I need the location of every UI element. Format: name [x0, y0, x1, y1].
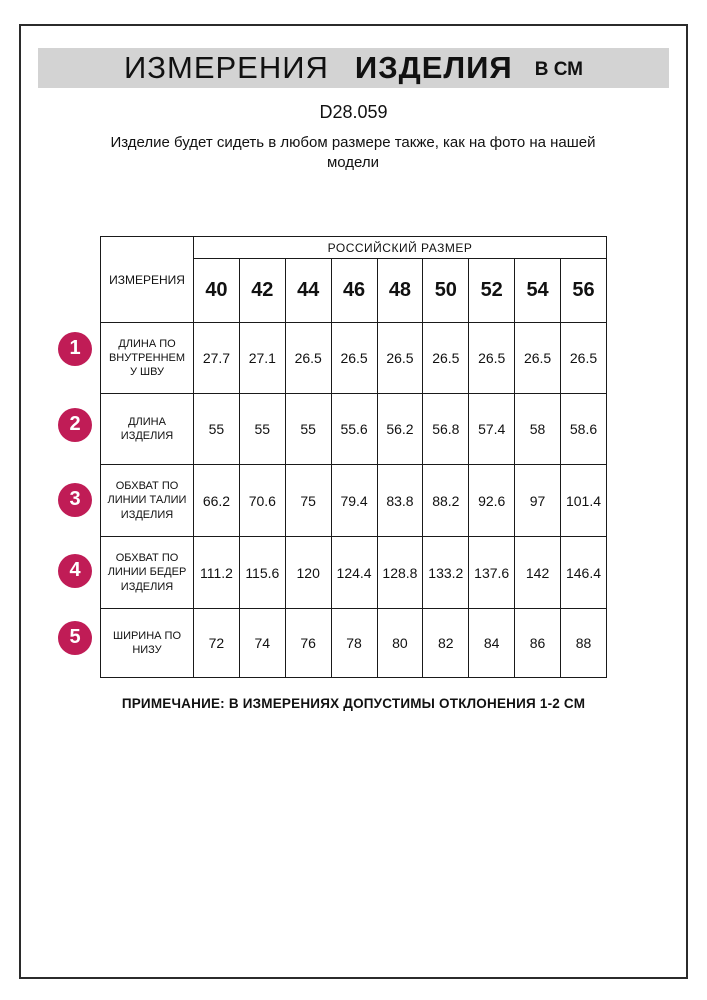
table-cell: 137.6 [469, 537, 515, 609]
size-column-header-56: 56 [561, 259, 607, 323]
table-cell: 78 [331, 609, 377, 678]
table-cell: 146.4 [561, 537, 607, 609]
table-cell: 83.8 [377, 465, 423, 537]
row-number-badge-4: 4 [58, 554, 92, 588]
size-column-header-48: 48 [377, 259, 423, 323]
table-cell: 55 [285, 394, 331, 465]
title-product: ИЗДЕЛИЯ [354, 50, 513, 85]
size-column-header-42: 42 [239, 259, 285, 323]
table-cell: 101.4 [561, 465, 607, 537]
tolerance-note: ПРИМЕЧАНИЕ: В ИЗМЕРЕНИЯХ ДОПУСТИМЫ ОТКЛОНЕНИЯ 1-2 СМ [121, 696, 586, 711]
row-number-badge-3: 3 [58, 483, 92, 517]
title-measurements: ИЗМЕРЕНИЯ [123, 50, 329, 85]
table-cell: 74 [239, 609, 285, 678]
size-column-header-50: 50 [423, 259, 469, 323]
table-cell: 26.5 [377, 323, 423, 394]
row-label: ДЛИНА ПО ВНУТРЕННЕМУ ШВУ [101, 323, 194, 394]
table-cell: 27.1 [239, 323, 285, 394]
table-cell: 57.4 [469, 394, 515, 465]
size-column-header-54: 54 [515, 259, 561, 323]
table-cell: 27.7 [194, 323, 240, 394]
size-column-header-46: 46 [331, 259, 377, 323]
table-cell: 82 [423, 609, 469, 678]
table-cell: 55 [239, 394, 285, 465]
table-cell: 58.6 [561, 394, 607, 465]
size-column-header-44: 44 [285, 259, 331, 323]
table-row-bottom-width [101, 609, 607, 678]
row-label: ДЛИНА ИЗДЕЛИЯ [101, 394, 194, 465]
table-cell: 142 [515, 537, 561, 609]
table-cell: 26.5 [469, 323, 515, 394]
size-column-header-40: 40 [194, 259, 240, 323]
table-row-span-header [101, 237, 607, 259]
table-cell: 88.2 [423, 465, 469, 537]
table-cell: 80 [377, 609, 423, 678]
table-cell: 92.6 [469, 465, 515, 537]
table-cell: 84 [469, 609, 515, 678]
table-cell: 26.5 [285, 323, 331, 394]
table-cell: 115.6 [239, 537, 285, 609]
table-cell: 111.2 [194, 537, 240, 609]
model-number: D28.059 [319, 102, 388, 122]
table-cell: 26.5 [561, 323, 607, 394]
table-cell: 70.6 [239, 465, 285, 537]
table-row-waist-girth [101, 465, 607, 537]
row-number-badge-2: 2 [58, 408, 92, 442]
table-cell: 26.5 [331, 323, 377, 394]
row-label: ОБХВАТ ПО ЛИНИИ БЕДЕР ИЗДЕЛИЯ [101, 537, 194, 609]
table-row-hip-girth [101, 537, 607, 609]
row-number-badge-1: 1 [58, 332, 92, 366]
table-cell: 133.2 [423, 537, 469, 609]
row-label: ОБХВАТ ПО ЛИНИИ ТАЛИИ ИЗДЕЛИЯ [101, 465, 194, 537]
size-column-header-52: 52 [469, 259, 515, 323]
table-cell: 66.2 [194, 465, 240, 537]
table-cell: 26.5 [423, 323, 469, 394]
table-cell: 26.5 [515, 323, 561, 394]
title-units: В СМ [534, 59, 583, 80]
table-cell: 79.4 [331, 465, 377, 537]
title-banner [38, 48, 669, 88]
table-cell: 86 [515, 609, 561, 678]
table-cell: 55.6 [331, 394, 377, 465]
table-cell: 128.8 [377, 537, 423, 609]
table-cell: 56.8 [423, 394, 469, 465]
table-cell: 58 [515, 394, 561, 465]
table-cell: 55 [194, 394, 240, 465]
table-cell: 72 [194, 609, 240, 678]
table-row-item-length [101, 394, 607, 465]
table-cell: 97 [515, 465, 561, 537]
table-cell: 124.4 [331, 537, 377, 609]
russian-size-header: РОССИЙСКИЙ РАЗМЕР [194, 237, 607, 259]
table-cell: 120 [285, 537, 331, 609]
measurements-table [100, 236, 607, 678]
table-cell: 88 [561, 609, 607, 678]
table-cell: 56.2 [377, 394, 423, 465]
table-cell: 76 [285, 609, 331, 678]
row-number-badge-5: 5 [58, 621, 92, 655]
row-label: ШИРИНА ПО НИЗУ [101, 609, 194, 678]
table-row-inseam-length [101, 323, 607, 394]
table-cell: 75 [285, 465, 331, 537]
fit-note: Изделие будет сидеть в любом размере также, как на фото на нашей модели [110, 134, 596, 172]
measurements-column-header: ИЗМЕРЕНИЯ [101, 237, 194, 323]
